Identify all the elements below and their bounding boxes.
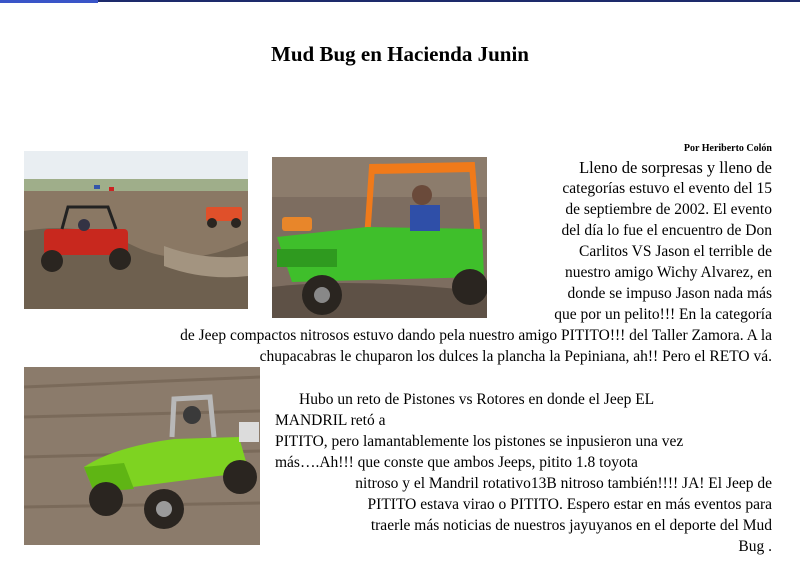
article-paragraph-2 xyxy=(275,389,772,557)
text-line: Bug . xyxy=(738,538,772,555)
article-title: Mud Bug en Hacienda Junin xyxy=(271,42,529,66)
text-line: traerle más noticias de nuestros jayuyanos en el deporte del Mud xyxy=(370,517,772,534)
text-line: que por un pelito!!! En la categoría xyxy=(554,306,772,323)
top-border-bar xyxy=(0,0,800,2)
green-jeep-orange-rollcage-photo xyxy=(272,157,487,318)
article-paragraph-1-continued xyxy=(40,325,772,367)
text-line: nuestro amigo Wichy Alvarez, en xyxy=(565,264,772,281)
text-line: de septiembre de 2002. El evento xyxy=(565,201,772,218)
text-line: nitroso y el Mandril rotativo13B nitroso también!!!! JA! El Jeep de xyxy=(355,475,772,492)
text-line: Hubo un reto de Pistones vs Rotores en donde el Jeep EL xyxy=(299,391,655,408)
text-line: de Jeep compactos nitrosos estuvo dando pela nuestro amigo PITITO!!! del Taller Zamora. A la xyxy=(180,327,772,344)
text-line: donde se impuso Jason nada más xyxy=(567,285,772,302)
article-byline: Por Heriberto Colón xyxy=(683,143,772,154)
red-buggy-in-mud-photo xyxy=(24,151,248,309)
green-buggy-on-dirt-photo xyxy=(24,367,260,545)
text-line: PITITO, pero lamantablemente los pistones se inpusieron una vez xyxy=(275,433,684,450)
top-border-accent xyxy=(0,0,98,3)
text-line: PITITO estava virao o PITITO. Espero estar en más eventos para xyxy=(367,496,772,513)
text-line: chupacabras le chuparon los dulces la plancha la Pepiniana, ah!! Pero el RETO vá. xyxy=(259,348,772,365)
text-line: más….Ah!!! que conste que ambos Jeeps, pitito 1.8 toyota xyxy=(275,454,638,471)
text-line: MANDRIL retó a xyxy=(275,412,386,429)
text-line: del día lo fue el encuentro de Don xyxy=(561,222,772,239)
article-paragraph-1 xyxy=(502,157,772,325)
text-line: categorías estuvo el evento del 15 xyxy=(562,180,772,197)
text-line: Lleno de sorpresas y lleno de xyxy=(579,158,772,177)
text-line: Carlitos VS Jason el terrible de xyxy=(578,243,772,260)
